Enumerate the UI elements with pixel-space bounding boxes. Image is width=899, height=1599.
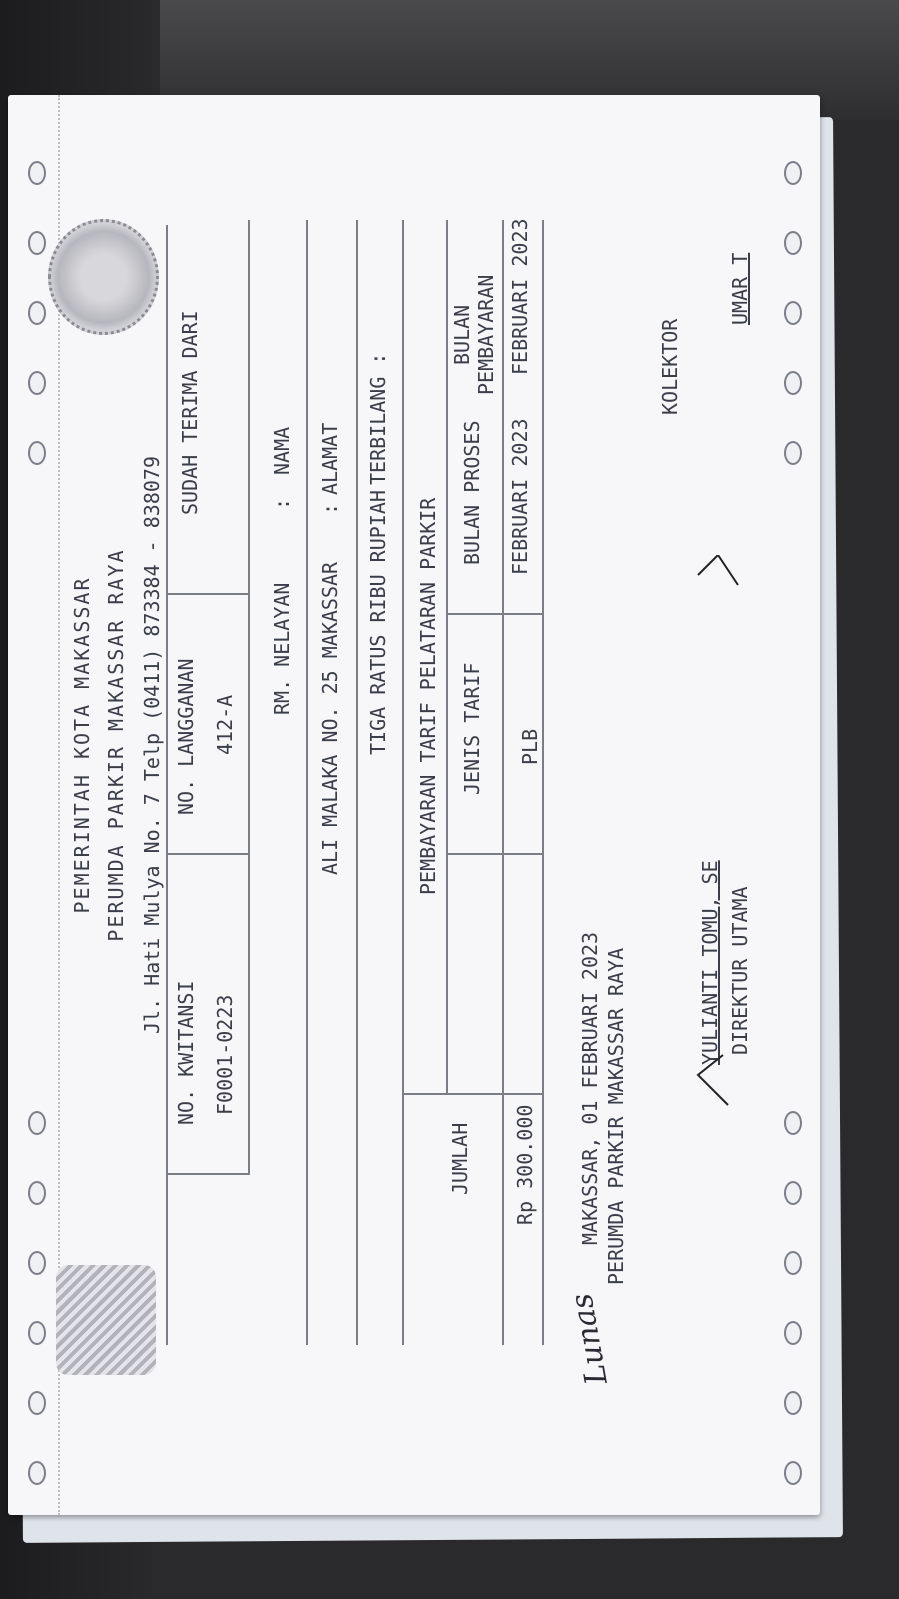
hole-icon	[784, 441, 802, 465]
hole-icon	[784, 371, 802, 395]
header-address: Jl. Hati Mulya No. 7 Telp (0411) 873384 - 838079	[140, 456, 164, 1034]
amount-rule	[402, 220, 404, 1345]
address-rule	[356, 220, 358, 1345]
customer-no-label: NO. LANGGANAN	[174, 658, 198, 815]
header-title-1: PEMERINTAH KOTA MAKASSAR	[70, 576, 94, 914]
hole-icon	[28, 301, 46, 325]
row-total: Rp 300.000	[513, 1104, 537, 1225]
table-header-rule	[502, 220, 504, 1345]
handwritten-mark: Lunas	[564, 1290, 615, 1388]
hole-icon	[28, 1391, 46, 1415]
hole-icon	[784, 231, 802, 255]
signature-stroke	[668, 555, 748, 1115]
col-total: JUMLAH	[448, 1122, 472, 1195]
hole-icon	[784, 1391, 802, 1415]
table-divider	[446, 853, 542, 855]
header-title-2: PERUMDA PARKIR MAKASSAR RAYA	[104, 548, 128, 942]
place-date: MAKASSAR, 01 FEBRUARI 2023	[578, 931, 602, 1245]
address-label: ALAMAT	[318, 422, 342, 495]
hole-icon	[28, 1461, 46, 1485]
name-colon: :	[270, 497, 294, 510]
col-month-line2: PEMBAYARAN	[474, 274, 498, 395]
customer-no: 412-A	[213, 694, 237, 755]
hole-icon	[784, 161, 802, 185]
receipt-no: F0001-0223	[213, 994, 237, 1115]
hole-icon	[28, 161, 46, 185]
receipt-paper	[8, 95, 820, 1515]
hole-icon	[784, 1251, 802, 1275]
amount-words-label: TERBILANG :	[366, 352, 390, 485]
amount-words: TIGA RATUS RIBU RUPIAH	[366, 490, 390, 755]
hole-icon	[784, 1321, 802, 1345]
hole-icon	[784, 301, 802, 325]
collector-name: UMAR T	[728, 252, 752, 325]
perforation-holes-bottom	[772, 95, 812, 1515]
row-month: FEBRUARI 2023	[508, 218, 532, 375]
hole-icon	[28, 1251, 46, 1275]
table-bottom-rule	[542, 220, 544, 1345]
receipt-no-label: NO. KWITANSI	[174, 980, 198, 1125]
director-title: DIREKTUR UTAMA	[728, 886, 752, 1055]
box-divider	[166, 853, 248, 855]
table-divider	[402, 1093, 542, 1095]
received-from-label: SUDAH TERIMA DARI	[178, 310, 202, 515]
city-seal-logo	[48, 219, 159, 335]
table-heading-rule	[446, 220, 448, 1095]
hole-icon	[28, 441, 46, 465]
hole-icon	[784, 1461, 802, 1485]
hole-icon	[28, 231, 46, 255]
perforation-holes-top	[16, 95, 56, 1515]
hole-icon	[28, 371, 46, 395]
box-bottom-rule	[248, 220, 250, 1175]
customer-address: ALI MALAKA NO. 25 MAKASSAR	[318, 561, 342, 875]
signature-org: PERUMDA PARKIR MAKASSAR RAYA	[604, 947, 628, 1285]
customer-name: RM. NELAYAN	[270, 582, 294, 715]
table-heading: PEMBAYARAN TARIF PELATARAN PARKIR	[416, 497, 440, 895]
col-month-line1: BULAN	[450, 304, 474, 365]
col-type: JENIS TARIF	[460, 662, 484, 795]
collector-title: KOLEKTOR	[658, 318, 682, 415]
hole-icon	[784, 1181, 802, 1205]
director-name: YULIANTI TOMU, SE	[698, 860, 722, 1065]
hole-icon	[28, 1181, 46, 1205]
address-colon: :	[318, 502, 342, 515]
name-label: NAMA	[270, 426, 294, 475]
header-rule	[166, 225, 168, 1345]
table-divider	[446, 613, 542, 615]
box-divider	[166, 593, 248, 595]
row-process: FEBRUARI 2023	[508, 418, 532, 575]
perumda-emblem-logo	[56, 1265, 156, 1375]
hole-icon	[784, 1111, 802, 1135]
name-rule	[306, 220, 308, 1345]
receipt-sheet	[8, 95, 820, 1515]
col-process: BULAN PROSES	[460, 420, 484, 565]
hole-icon	[28, 1111, 46, 1135]
hole-icon	[28, 1321, 46, 1345]
row-type: PLB	[518, 728, 542, 765]
box-divider	[166, 1173, 248, 1175]
